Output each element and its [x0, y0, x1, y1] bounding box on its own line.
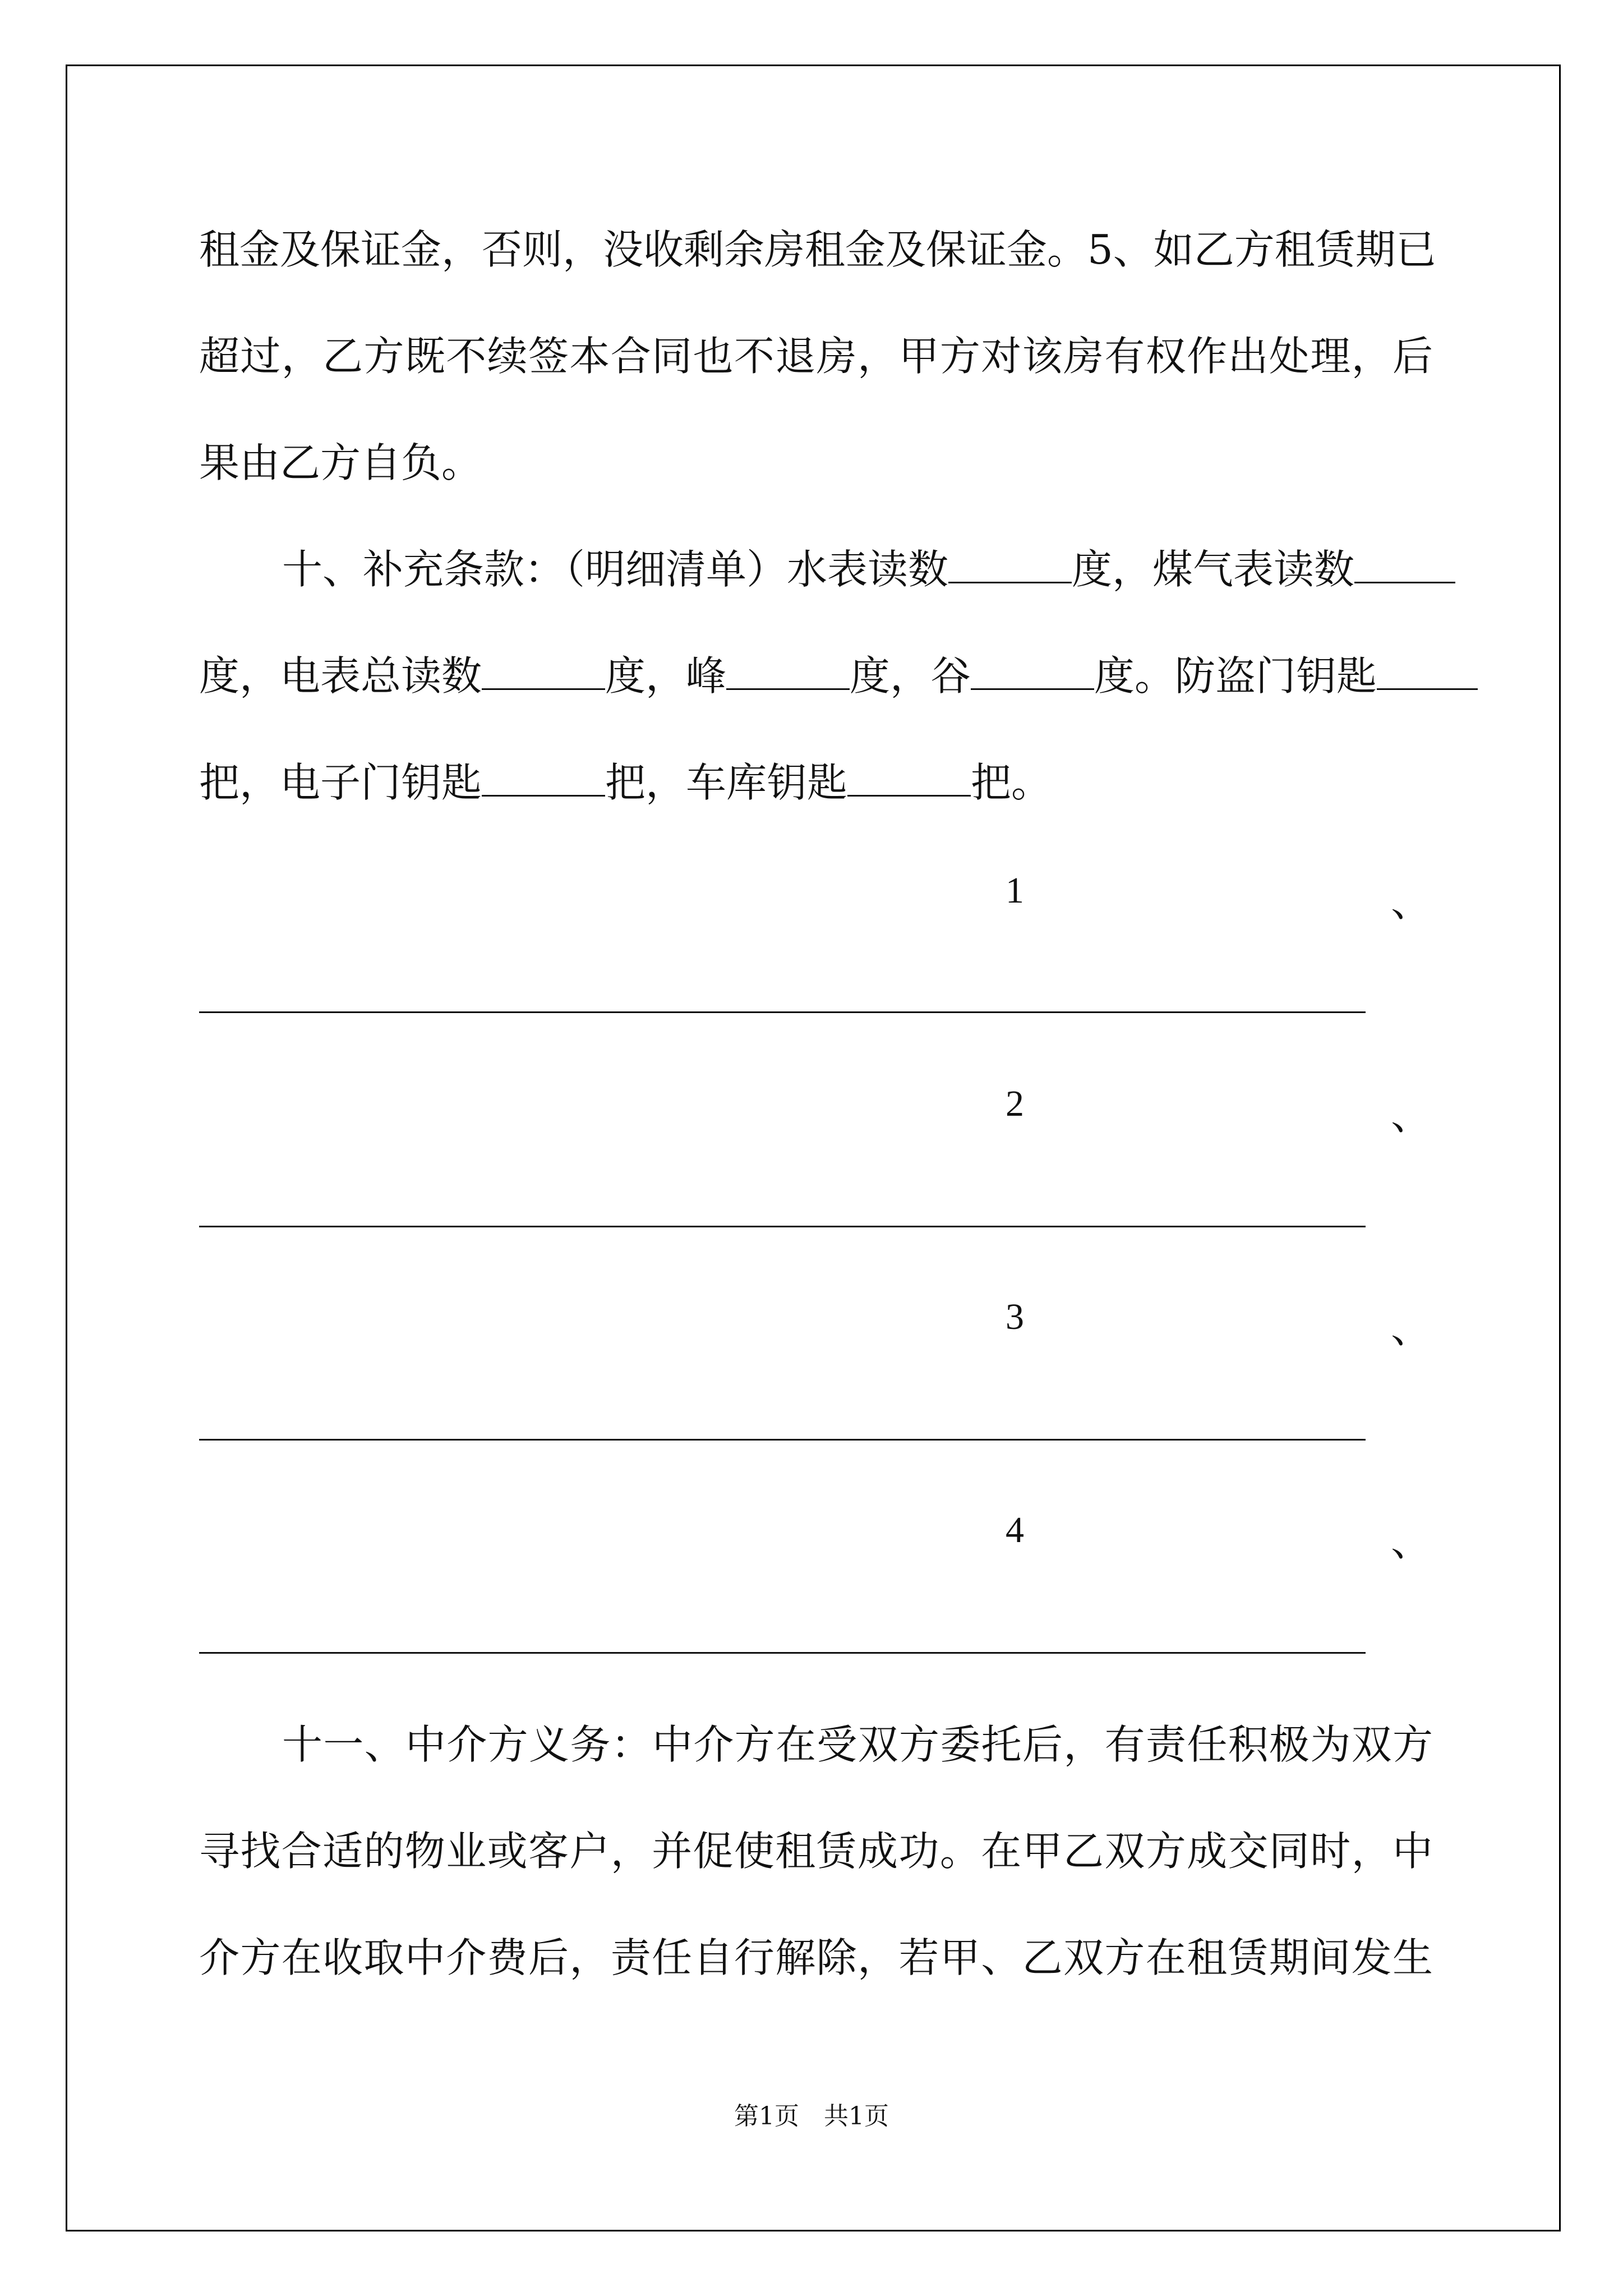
text-run: 把，电子门钥匙	[199, 759, 482, 806]
fill-blank	[847, 759, 971, 797]
text-run: 度，煤气表读数	[1072, 546, 1355, 593]
paragraph-line: 十一、中介方义务：中介方在受双方委托后，有责任积极为双方	[282, 1721, 1433, 1768]
list-item-number: 1	[1006, 870, 1024, 911]
list-item-number: 2	[1006, 1083, 1024, 1124]
fill-blank	[726, 652, 850, 690]
paragraph-line: 超过，乙方既不续签本合同也不退房，甲方对该房有权作出处理，后	[199, 333, 1433, 380]
fill-rule	[199, 1011, 1366, 1013]
page-border	[66, 65, 1561, 2231]
fill-rule	[199, 1439, 1366, 1441]
fill-blank	[948, 546, 1072, 583]
fill-rule	[199, 1226, 1366, 1227]
fill-rule	[199, 1652, 1366, 1654]
text-run: 把。	[971, 759, 1052, 806]
supplementary-terms-line-1	[199, 544, 1433, 595]
fill-blank	[971, 652, 1094, 690]
page-number-footer: 第1页 共1页	[734, 2102, 889, 2131]
list-item-separator: 、	[1391, 1305, 1432, 1352]
paragraph-line: 介方在收取中介费后，责任自行解除，若甲、乙双方在租赁期间发生	[199, 1934, 1433, 1981]
supplementary-terms-line-2	[199, 651, 1433, 701]
text-run: 度。防盗门钥匙	[1094, 652, 1377, 700]
paragraph-line: 租金及保证金，否则，没收剩余房租金及保证金。5、如乙方租赁期已	[199, 226, 1436, 273]
list-item-separator: 、	[1391, 1092, 1432, 1139]
list-item-number: 3	[1006, 1296, 1024, 1337]
text-run: 十、补充条款：（明细清单）水表读数	[282, 546, 949, 593]
fill-blank	[1354, 546, 1455, 583]
text-run: 度，谷	[850, 652, 971, 700]
text-run: 把，车库钥匙	[605, 759, 848, 806]
fill-blank	[482, 759, 605, 797]
fill-blank	[482, 652, 605, 690]
paragraph-line: 果由乙方自负。	[199, 439, 482, 486]
list-item-number: 4	[1006, 1510, 1024, 1550]
text-run: 度，峰	[605, 652, 727, 700]
list-item-separator: 、	[1391, 1518, 1432, 1565]
supplementary-terms-line-3	[199, 757, 1433, 808]
paragraph-line: 寻找合适的物业或客户，并促使租赁成功。在甲乙双方成交同时，中	[199, 1828, 1433, 1875]
text-run: 度，电表总读数	[199, 652, 482, 700]
fill-blank	[1377, 652, 1478, 690]
list-item-separator: 、	[1391, 878, 1432, 926]
